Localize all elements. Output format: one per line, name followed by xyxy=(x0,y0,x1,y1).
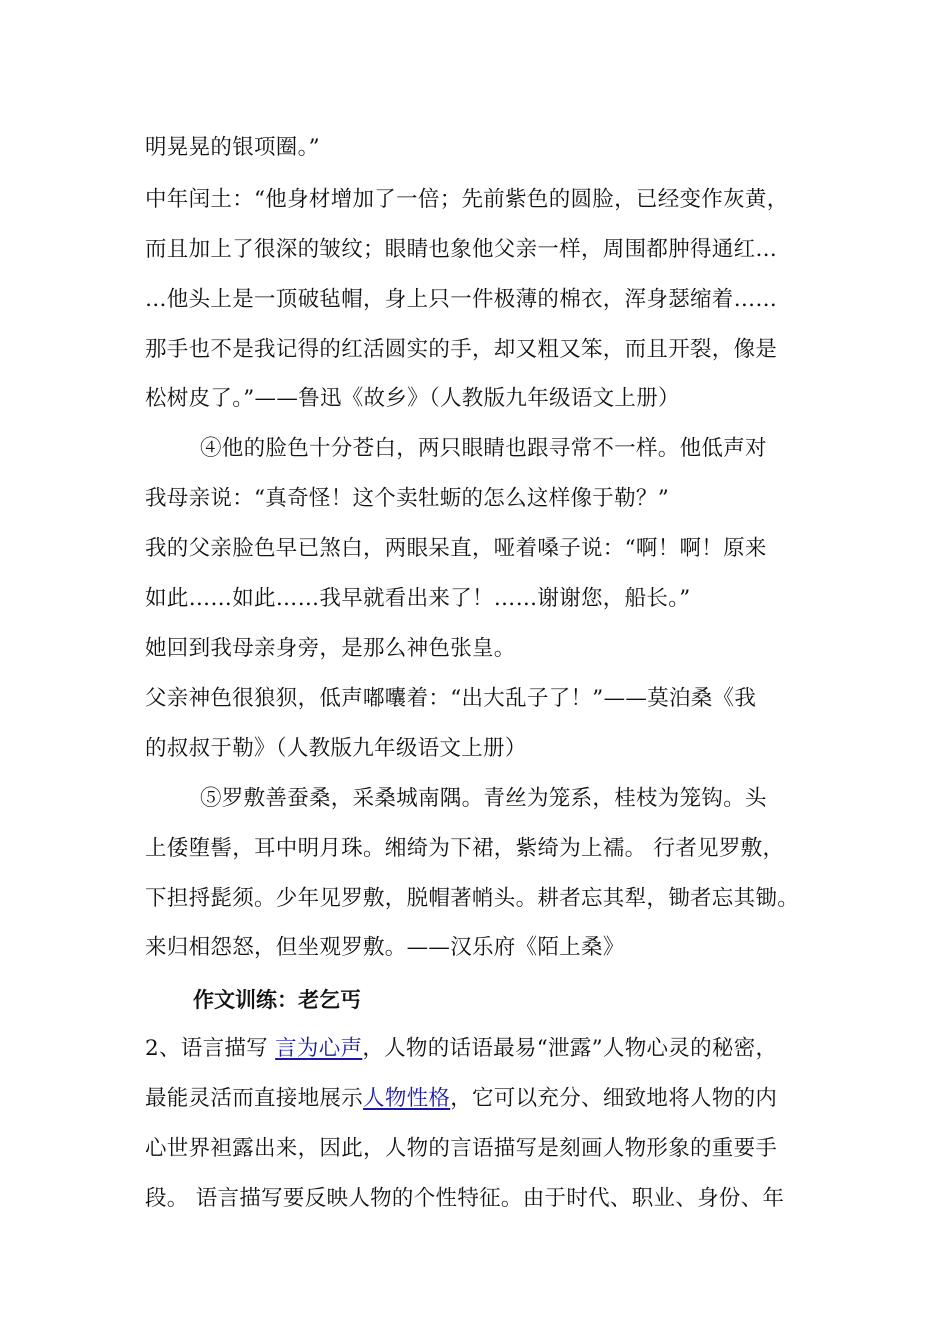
text-line: ④他的脸色十分苍白，两只眼睛也跟寻常不一样。他低声对 xyxy=(200,436,767,461)
link-yan-wei-xin-sheng[interactable]: 言为心声 xyxy=(275,1036,363,1061)
text-line: 父亲神色很狼狈，低声嘟囔着：“出大乱子了！”——莫泊桑《我 xyxy=(145,686,757,711)
text-line: …他头上是一顶破毡帽，身上只一件极薄的棉衣，浑身瑟缩着…… xyxy=(145,287,778,312)
text-segment: 最能灵活而直接地展示 xyxy=(145,1086,364,1111)
text-line: 的叔叔于勒》（人教版九年级语文上册） xyxy=(145,736,527,761)
text-segment: ，人物的话语最易“泄露”人物心灵的秘密， xyxy=(362,1036,778,1061)
text-line xyxy=(145,1084,777,1114)
text-line: 如此……如此……我早就看出来了！……谢谢您，船长。” xyxy=(145,586,691,611)
text-line: 心世界袒露出来，因此，人物的言语描写是刻画人物形象的重要手 xyxy=(145,1136,778,1161)
text-line: 而且加上了很深的皱纹；眼睛也象他父亲一样，周围都肿得通红… xyxy=(145,237,778,262)
text-line: 她回到我母亲身旁，是那么神色张皇。 xyxy=(145,636,516,661)
text-line: 我的父亲脸色早已煞白，两眼呆直，哑着嗓子说：“啊！啊！原来 xyxy=(145,536,767,561)
text-line: 中年闰土：“他身材增加了一倍；先前紫色的圆脸，已经变作灰黄， xyxy=(145,187,789,212)
text-line: ⑤罗敷善蚕桑，采桑城南隅。青丝为笼系，桂枝为笼钩。头 xyxy=(200,786,767,811)
text-line: 下担捋髭须。少年见罗敷，脱帽著帩头。耕者忘其犁，锄者忘其锄。 xyxy=(145,886,800,911)
text-line: 松树皮了。”——鲁迅《故乡》（人教版九年级语文上册） xyxy=(145,386,680,411)
text-segment: 2、语言描写 xyxy=(145,1036,276,1061)
section-heading: 作文训练：老乞丐 xyxy=(193,988,361,1012)
text-line: 段。 语言描写要反映人物的个性特征。由于时代、职业、身份、年 xyxy=(145,1186,785,1211)
text-line: 明晃晃的银项圈。” xyxy=(145,135,320,160)
text-line: 来归相怨怒，但坐观罗敷。——汉乐府《陌上桑》 xyxy=(145,935,625,960)
text-line: 上倭堕髻，耳中明月珠。缃绮为下裙，紫绮为上襦。 行者见罗敷， xyxy=(145,836,785,861)
link-ren-wu-xing-ge[interactable]: 人物性格 xyxy=(363,1086,451,1111)
text-line: 我母亲说：“真奇怪！这个卖牡蛎的怎么这样像于勒？” xyxy=(145,486,669,511)
text-line: 那手也不是我记得的红活圆实的手，却又粗又笨，而且开裂，像是 xyxy=(145,337,778,362)
text-segment: ，它可以充分、细致地将人物的内 xyxy=(450,1086,778,1111)
text-line xyxy=(145,1034,777,1064)
